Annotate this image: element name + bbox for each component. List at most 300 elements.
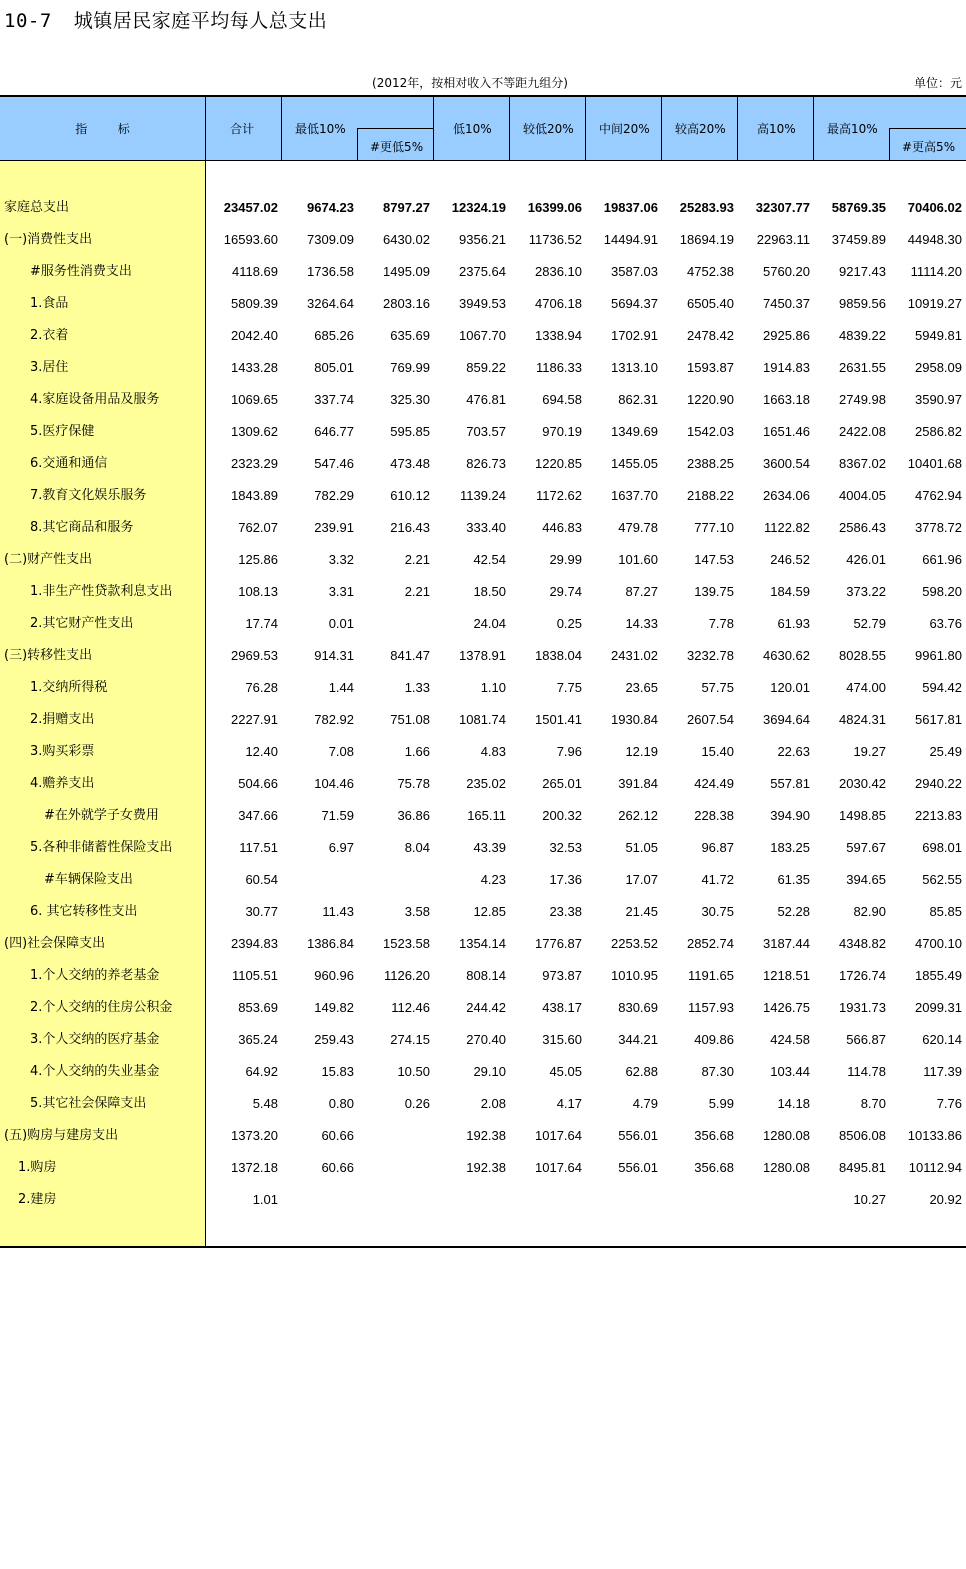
table-row — [0, 960, 966, 992]
row-value: 356.68 — [694, 1160, 734, 1175]
row-value: 44948.30 — [907, 232, 962, 247]
row-value: 3232.78 — [687, 648, 734, 663]
row-value: 0.26 — [404, 1096, 430, 1111]
row-value: 620.14 — [922, 1032, 962, 1047]
row-value: 61.35 — [777, 872, 810, 887]
table-bottom-border — [0, 1246, 966, 1248]
row-value: 7.08 — [328, 744, 354, 759]
row-value: 1354.14 — [459, 936, 506, 951]
row-value: 25.49 — [929, 744, 962, 759]
row-value: 15.83 — [321, 1064, 354, 1079]
row-value: 10919.27 — [907, 296, 962, 311]
table-row — [0, 768, 966, 800]
row-value: 192.38 — [466, 1160, 506, 1175]
row-label: 3.个人交纳的医疗基金 — [30, 1032, 160, 1047]
row-value: 5.99 — [708, 1096, 734, 1111]
row-value: 184.59 — [770, 584, 810, 599]
row-value: 5760.20 — [763, 264, 810, 279]
row-value: 1220.85 — [535, 456, 582, 471]
row-value: 1.66 — [404, 744, 430, 759]
row-value: 2803.16 — [383, 296, 430, 311]
row-value: 60.66 — [321, 1160, 354, 1175]
row-value: 1498.85 — [839, 808, 886, 823]
row-value: 104.46 — [314, 776, 354, 791]
row-value: 12324.19 — [451, 200, 506, 215]
row-value: 1838.04 — [535, 648, 582, 663]
table-subtitle: (2012年，按相对收入不等距九组分) — [372, 76, 568, 90]
row-value: 14.18 — [777, 1096, 810, 1111]
header-poorest5: #更低5% — [370, 140, 424, 154]
row-value: 228.38 — [694, 808, 734, 823]
header-divider — [813, 97, 814, 160]
row-value: 830.69 — [618, 1000, 658, 1015]
table-row — [0, 480, 966, 512]
row-value: 4.83 — [480, 744, 506, 759]
row-value: 2253.52 — [611, 936, 658, 951]
row-value: 1426.75 — [763, 1000, 810, 1015]
row-label: (三)转移性支出 — [4, 648, 93, 663]
header-richest5: #更高5% — [902, 140, 956, 154]
row-value: 11.43 — [322, 904, 354, 919]
row-value: 8028.55 — [839, 648, 886, 663]
row-value: 57.75 — [701, 680, 734, 695]
row-value: 2.08 — [480, 1096, 506, 1111]
header-bottom-border — [0, 160, 966, 161]
row-value: 1523.58 — [383, 936, 430, 951]
row-value: 2323.29 — [231, 456, 278, 471]
row-value: 1017.64 — [535, 1128, 582, 1143]
row-value: 1378.91 — [459, 648, 506, 663]
row-value: 1.44 — [328, 680, 354, 695]
row-value: 356.68 — [694, 1128, 734, 1143]
table-row — [0, 1184, 966, 1216]
row-value: 17.07 — [625, 872, 658, 887]
table-row — [0, 928, 966, 960]
row-value: 2925.86 — [763, 328, 810, 343]
row-value: 1855.49 — [915, 968, 962, 983]
row-value: 32.53 — [549, 840, 582, 855]
row-value: 598.20 — [922, 584, 962, 599]
row-value: 373.22 — [846, 584, 886, 599]
table-row — [0, 320, 966, 352]
row-value: 30.75 — [701, 904, 734, 919]
row-label: 1.非生产性贷款利息支出 — [30, 584, 173, 599]
row-value: 10401.68 — [907, 456, 962, 471]
row-value: 19.27 — [853, 744, 886, 759]
row-value: 4630.62 — [763, 648, 810, 663]
row-value: 333.40 — [466, 520, 506, 535]
row-value: 11736.52 — [528, 232, 582, 247]
row-value: 45.05 — [549, 1064, 582, 1079]
row-value: 2188.22 — [687, 488, 734, 503]
header-divider — [281, 97, 282, 160]
row-value: 10.50 — [397, 1064, 430, 1079]
row-value: 62.88 — [625, 1064, 658, 1079]
row-label: 7.教育文化娱乐服务 — [30, 488, 147, 503]
header-divider — [737, 97, 738, 160]
row-value: 82.90 — [853, 904, 886, 919]
row-value: 3264.64 — [307, 296, 354, 311]
row-value: 1433.28 — [231, 360, 278, 375]
table-row — [0, 608, 966, 640]
row-value: 4118.69 — [231, 264, 278, 279]
table-row — [0, 640, 966, 672]
row-value: 76.28 — [245, 680, 278, 695]
row-value: 2749.98 — [839, 392, 886, 407]
row-value: 1309.62 — [231, 424, 278, 439]
table-row — [0, 896, 966, 928]
row-value: 200.32 — [542, 808, 582, 823]
row-value: 8495.81 — [839, 1160, 886, 1175]
row-value: 36.86 — [397, 808, 430, 823]
row-value: 1010.95 — [611, 968, 658, 983]
header-divider — [433, 97, 434, 160]
row-value: 5949.81 — [915, 328, 962, 343]
row-label: #服务性消费支出 — [30, 264, 132, 279]
row-value: 365.24 — [238, 1032, 278, 1047]
row-value: 2.21 — [404, 552, 430, 567]
row-value: 2634.06 — [763, 488, 810, 503]
row-value: 75.78 — [397, 776, 430, 791]
row-label: 4.个人交纳的失业基金 — [30, 1064, 160, 1079]
row-value: 1931.73 — [839, 1000, 886, 1015]
row-value: 1105.51 — [231, 968, 278, 983]
row-value: 3590.97 — [915, 392, 962, 407]
row-value: 6505.40 — [687, 296, 734, 311]
row-label: 2.建房 — [18, 1192, 57, 1207]
row-value: 244.42 — [466, 1000, 506, 1015]
row-value: 19837.06 — [603, 200, 658, 215]
row-value: 960.96 — [314, 968, 354, 983]
row-value: 3587.03 — [611, 264, 658, 279]
table-row — [0, 992, 966, 1024]
row-value: 635.69 — [390, 328, 430, 343]
row-value: 96.87 — [701, 840, 734, 855]
row-value: 2852.74 — [687, 936, 734, 951]
row-value: 16399.06 — [527, 200, 582, 215]
row-value: 661.96 — [922, 552, 962, 567]
row-value: 10.27 — [853, 1192, 886, 1207]
row-value: 1776.87 — [535, 936, 582, 951]
table-number: 10-7 — [4, 10, 52, 32]
row-label: 1.食品 — [30, 296, 69, 311]
row-value: 4348.82 — [839, 936, 886, 951]
row-value: 4004.05 — [839, 488, 886, 503]
row-value: 41.72 — [701, 872, 734, 887]
row-value: 259.43 — [314, 1032, 354, 1047]
row-value: 1157.93 — [687, 1000, 734, 1015]
table-row — [0, 256, 966, 288]
row-value: 32307.77 — [755, 200, 810, 215]
row-value: 64.92 — [245, 1064, 278, 1079]
row-value: 1191.65 — [687, 968, 734, 983]
row-value: 2586.82 — [915, 424, 962, 439]
row-value: 60.66 — [321, 1128, 354, 1143]
row-value: 262.12 — [618, 808, 658, 823]
row-value: 6430.02 — [383, 232, 430, 247]
table-row — [0, 864, 966, 896]
row-value: 3778.72 — [915, 520, 962, 535]
row-value: 5.48 — [252, 1096, 278, 1111]
row-value: 1843.89 — [231, 488, 278, 503]
row-value: 4839.22 — [839, 328, 886, 343]
row-value: 7.78 — [708, 616, 734, 631]
row-value: 504.66 — [238, 776, 278, 791]
row-value: 1218.51 — [763, 968, 810, 983]
row-value: 63.76 — [929, 616, 962, 631]
row-value: 108.13 — [238, 584, 278, 599]
row-value: 7.76 — [936, 1096, 962, 1111]
table-title: 城镇居民家庭平均每人总支出 — [73, 10, 328, 32]
row-value: 1501.41 — [535, 712, 582, 727]
row-label: 1.交纳所得税 — [30, 680, 108, 695]
row-value: 4700.10 — [915, 936, 962, 951]
row-value: 698.01 — [922, 840, 962, 855]
table-row — [0, 352, 966, 384]
header-high10: 高10% — [757, 122, 796, 136]
row-value: 1280.08 — [763, 1128, 810, 1143]
row-value: 853.69 — [238, 1000, 278, 1015]
table-row — [0, 672, 966, 704]
header-total: 合计 — [230, 122, 255, 136]
row-value: 112.46 — [391, 1000, 430, 1015]
row-value: 85.85 — [929, 904, 962, 919]
row-label: (四)社会保障支出 — [4, 936, 106, 951]
row-value: 2586.43 — [839, 520, 886, 535]
row-value: 2030.42 — [839, 776, 886, 791]
header-low10: 低10% — [453, 122, 492, 136]
row-value: 192.38 — [466, 1128, 506, 1143]
row-value: 5617.81 — [915, 712, 962, 727]
table-row — [0, 384, 966, 416]
row-value: 862.31 — [618, 392, 658, 407]
row-value: 762.07 — [238, 520, 278, 535]
row-label: 2.个人交纳的住房公积金 — [30, 1000, 173, 1015]
row-value: 4706.18 — [535, 296, 582, 311]
row-value: 394.90 — [770, 808, 810, 823]
row-label: 5.其它社会保障支出 — [30, 1096, 147, 1111]
row-value: 12.85 — [473, 904, 506, 919]
row-value: 594.42 — [922, 680, 962, 695]
row-value: 9674.23 — [307, 200, 354, 215]
row-label: 8.其它商品和服务 — [30, 520, 134, 535]
row-value: 2607.54 — [687, 712, 734, 727]
row-value: 479.78 — [618, 520, 658, 535]
row-value: 147.53 — [694, 552, 734, 567]
row-value: 344.21 — [618, 1032, 658, 1047]
row-value: 8.04 — [404, 840, 430, 855]
row-value: 1139.24 — [459, 488, 506, 503]
row-value: 70406.02 — [907, 200, 962, 215]
row-value: 3600.54 — [763, 456, 810, 471]
row-value: 2375.64 — [459, 264, 506, 279]
row-value: 1081.74 — [459, 712, 506, 727]
header-divider — [509, 97, 510, 160]
subheader-line — [889, 128, 966, 129]
row-label: 2.捐赠支出 — [30, 712, 95, 727]
row-value: 473.48 — [390, 456, 430, 471]
row-value: 2631.55 — [839, 360, 886, 375]
row-value: 71.59 — [321, 808, 354, 823]
table-row — [0, 1056, 966, 1088]
row-label: 1.个人交纳的养老基金 — [30, 968, 160, 983]
row-value: 17.74 — [245, 616, 278, 631]
page-title — [4, 6, 327, 33]
header-divider — [661, 97, 662, 160]
row-label: 2.衣着 — [30, 328, 69, 343]
table-row — [0, 800, 966, 832]
row-value: 8797.27 — [383, 200, 430, 215]
table-row — [0, 736, 966, 768]
row-value: 29.10 — [473, 1064, 506, 1079]
row-value: 7.96 — [556, 744, 582, 759]
row-value: 426.01 — [846, 552, 886, 567]
row-value: 8506.08 — [839, 1128, 886, 1143]
row-value: 2213.83 — [915, 808, 962, 823]
row-value: 30.77 — [245, 904, 278, 919]
row-value: 10133.86 — [907, 1128, 962, 1143]
row-value: 703.57 — [466, 424, 506, 439]
row-value: 914.31 — [314, 648, 354, 663]
row-value: 10112.94 — [908, 1160, 962, 1175]
row-value: 20.92 — [929, 1192, 962, 1207]
row-value: 1280.08 — [763, 1160, 810, 1175]
row-value: 9217.43 — [839, 264, 886, 279]
row-value: 16593.60 — [223, 232, 278, 247]
row-value: 4.17 — [556, 1096, 582, 1111]
row-value: 25283.93 — [679, 200, 734, 215]
row-value: 2388.25 — [687, 456, 734, 471]
row-value: 1651.46 — [763, 424, 810, 439]
row-value: 547.46 — [314, 456, 354, 471]
row-label: 家庭总支出 — [4, 200, 70, 215]
header-middle20: 中间20% — [599, 122, 650, 136]
row-value: 841.47 — [390, 648, 430, 663]
row-value: 1172.62 — [535, 488, 582, 503]
row-value: 29.99 — [549, 552, 582, 567]
row-value: 265.01 — [542, 776, 582, 791]
row-value: 1220.90 — [687, 392, 734, 407]
table-row — [0, 192, 966, 224]
row-value: 61.93 — [777, 616, 810, 631]
row-value: 7450.37 — [763, 296, 810, 311]
row-value: 566.87 — [846, 1032, 886, 1047]
row-value: 14.33 — [625, 616, 658, 631]
table-row — [0, 1152, 966, 1184]
row-value: 646.77 — [314, 424, 354, 439]
row-value: 1069.65 — [231, 392, 278, 407]
row-value: 2431.02 — [611, 648, 658, 663]
table-row — [0, 1088, 966, 1120]
row-value: 42.54 — [473, 552, 506, 567]
row-value: 394.65 — [846, 872, 886, 887]
row-value: 1495.09 — [383, 264, 430, 279]
row-label: (五)购房与建房支出 — [4, 1128, 119, 1143]
table-top-border — [0, 95, 966, 97]
row-value: 1542.03 — [687, 424, 734, 439]
row-label: (一)消费性支出 — [4, 232, 93, 247]
row-value: 11114.20 — [910, 264, 962, 279]
row-value: 149.82 — [314, 1000, 354, 1015]
row-value: 1349.69 — [611, 424, 658, 439]
header-highest10: 最高10% — [827, 122, 878, 136]
row-value: 165.11 — [467, 808, 506, 823]
table-row — [0, 416, 966, 448]
row-value: 1593.87 — [687, 360, 734, 375]
row-value: 0.80 — [328, 1096, 354, 1111]
row-value: 24.04 — [473, 616, 506, 631]
row-value: 87.30 — [701, 1064, 734, 1079]
row-value: 2.21 — [404, 584, 430, 599]
row-value: 751.08 — [390, 712, 430, 727]
row-value: 37459.89 — [831, 232, 886, 247]
row-label: (二)财产性支出 — [4, 552, 93, 567]
table-row — [0, 1120, 966, 1152]
row-value: 2422.08 — [839, 424, 886, 439]
row-value: 52.28 — [777, 904, 810, 919]
row-value: 51.05 — [625, 840, 658, 855]
row-value: 474.00 — [846, 680, 886, 695]
row-value: 23.65 — [625, 680, 658, 695]
row-value: 125.86 — [238, 552, 278, 567]
row-value: 4.23 — [480, 872, 506, 887]
header-divider — [889, 128, 890, 160]
row-value: 562.55 — [922, 872, 962, 887]
row-value: 216.43 — [390, 520, 430, 535]
table-row — [0, 832, 966, 864]
row-value: 476.81 — [466, 392, 506, 407]
row-value: 0.25 — [556, 616, 582, 631]
row-value: 1126.20 — [383, 968, 430, 983]
row-value: 769.99 — [390, 360, 430, 375]
table-row — [0, 224, 966, 256]
row-value: 22.63 — [777, 744, 810, 759]
row-value: 58769.35 — [831, 200, 886, 215]
row-value: 2478.42 — [687, 328, 734, 343]
row-value: 7309.09 — [307, 232, 354, 247]
row-value: 556.01 — [618, 1160, 658, 1175]
row-value: 438.17 — [542, 1000, 582, 1015]
row-value: 2969.53 — [231, 648, 278, 663]
row-value: 409.86 — [694, 1032, 734, 1047]
row-value: 1186.33 — [535, 360, 582, 375]
row-value: 2836.10 — [535, 264, 582, 279]
row-value: 114.78 — [847, 1064, 886, 1079]
row-value: 117.51 — [239, 840, 278, 855]
row-value: 446.83 — [542, 520, 582, 535]
row-value: 3187.44 — [763, 936, 810, 951]
subheader-line — [357, 128, 433, 129]
row-label: 5.医疗保健 — [30, 424, 95, 439]
row-value: 826.73 — [466, 456, 506, 471]
row-value: 87.27 — [625, 584, 658, 599]
row-value: 60.54 — [245, 872, 278, 887]
header-higher20: 较高20% — [675, 122, 726, 136]
row-value: 274.15 — [390, 1032, 430, 1047]
row-value: 52.79 — [853, 616, 886, 631]
header-divider — [585, 97, 586, 160]
row-value: 270.40 — [466, 1032, 506, 1047]
row-value: 391.84 — [618, 776, 658, 791]
row-value: 12.19 — [625, 744, 658, 759]
row-value: 9961.80 — [915, 648, 962, 663]
row-value: 4.79 — [632, 1096, 658, 1111]
row-value: 3694.64 — [763, 712, 810, 727]
row-value: 23457.02 — [223, 200, 278, 215]
row-value: 2940.22 — [915, 776, 962, 791]
row-value: 3949.53 — [459, 296, 506, 311]
row-value: 4762.94 — [915, 488, 962, 503]
